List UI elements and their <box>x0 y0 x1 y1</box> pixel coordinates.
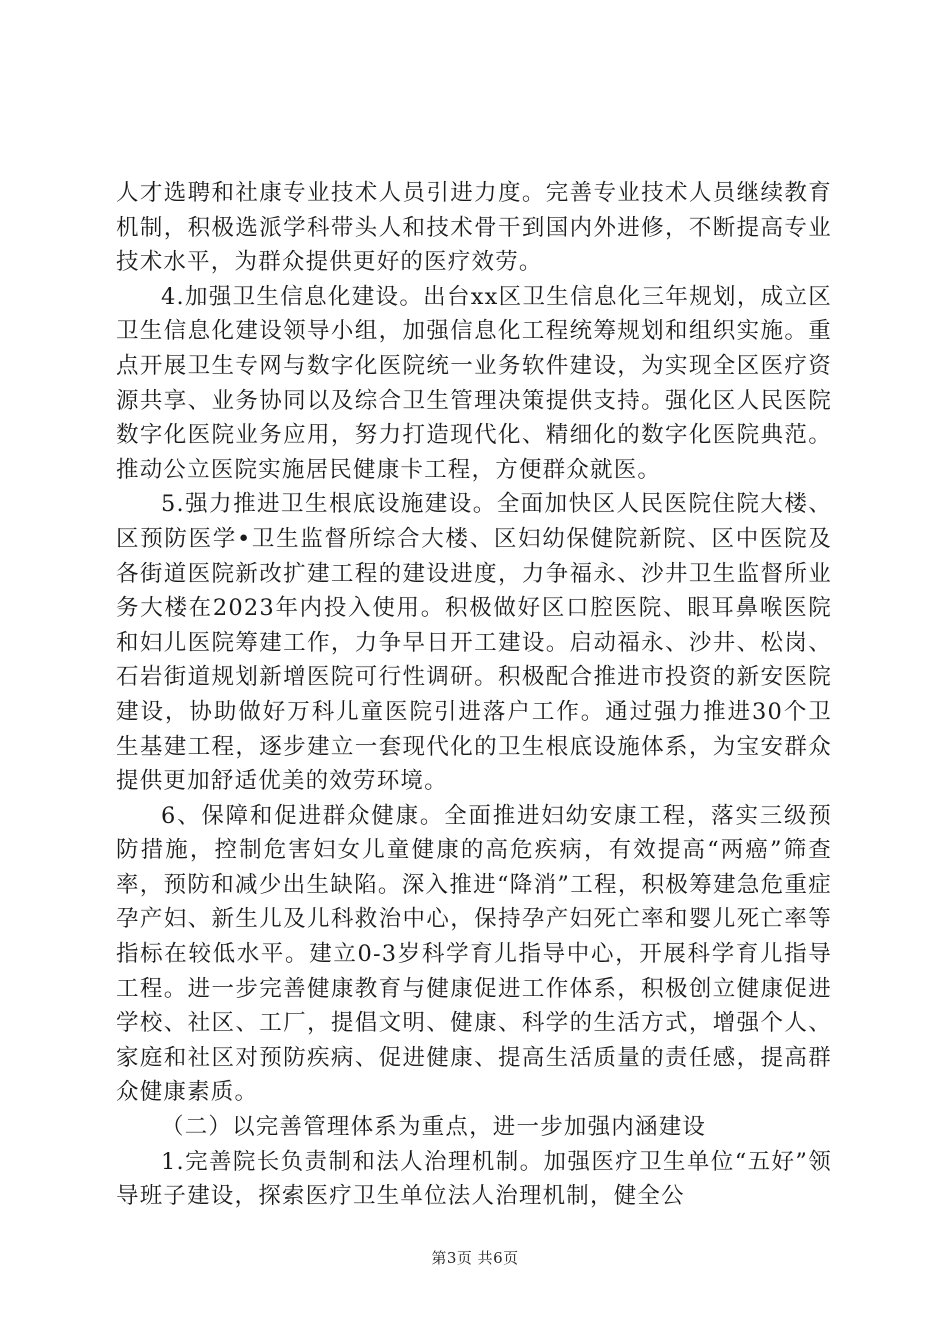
paragraph-item-1: 1.完善院长负责制和法人治理机制。加强医疗卫生单位“五好”领导班子建设，探索医疗卫生单位法人治理机制，健全公 <box>116 1148 832 1210</box>
page-number: 第3页 共6页 <box>431 1249 519 1267</box>
paragraph-continuation: 人才选聘和社康专业技术人员引进力度。完善专业技术人员继续教育机制，积极选派学科带头人和技术骨干到国内外进修，不断提高专业技术水平，为群众提供更好的医疗效劳。 <box>116 180 832 276</box>
paragraph-item-6: 6、保障和促进群众健康。全面推进妇幼安康工程，落实三级预防措施，控制危害妇女儿童健康的高危疾病，有效提高“两癌”筛查率，预防和减少出生缺陷。深入推进“降消”工程，积极筹建急危重症孕产妇、新生儿及儿科救治中心，保持孕产妇死亡率和婴儿死亡率等指标在较低水平。建立0-3岁科学育儿指导中心，开展科学育儿指导工程。进一步完善健康教育与健康促进工作体系，积极创立健康促进学校、社区、工厂，提倡文明、健康、科学的生活方式，增强个人、家庭和社区对预防疾病、促进健康、提高生活质量的责任感，提高群众健康素质。 <box>116 802 832 1106</box>
section-heading: （二）以完善管理体系为重点，进一步加强内涵建设 <box>161 1114 707 1141</box>
paragraph-item-4: 4.加强卫生信息化建设。出台xx区卫生信息化三年规划，成立区卫生信息化建设领导小组，加强信息化工程统筹规划和组织实施。重点开展卫生专网与数字化医院统一业务软件建设，为实现全区医疗资源共享、业务协同以及综合卫生管理决策提供支持。强化区人民医院数字化医院业务应用，努力打造现代化、精细化的数字化医院典范。推动公立医院实施居民健康卡工程，方便群众就医。 <box>116 283 832 483</box>
document-body <box>116 176 832 1214</box>
paragraph-item-5: 5.强力推进卫生根底设施建设。全面加快区人民医院住院大楼、区预防医学•卫生监督所综合大楼、区妇幼保健院新院、区中医院及各街道医院新改扩建工程的建设进度，力争福永、沙井卫生监督所业务大楼在2023年内投入使用。积极做好区口腔医院、眼耳鼻喉医院和妇儿医院筹建工作，力争早日开工建设。启动福永、沙井、松岗、石岩街道规划新增医院可行性调研。积极配合推进市投资的新安医院建设，协助做好万科儿童医院引进落户工作。通过强力推进30个卫生基建工程，逐步建立一套现代化的卫生根底设施体系，为宝安群众提供更加舒适优美的效劳环境。 <box>116 491 832 795</box>
